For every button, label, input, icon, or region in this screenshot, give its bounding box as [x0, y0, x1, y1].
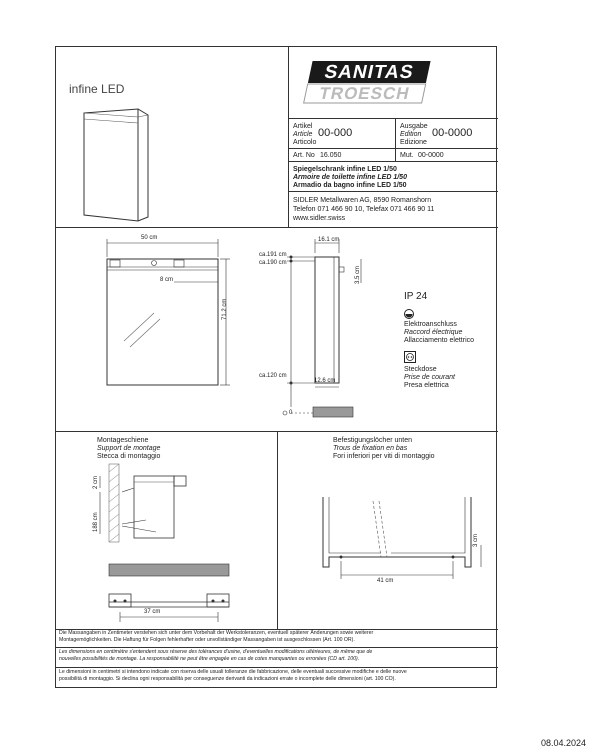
socket-icon — [404, 351, 416, 363]
art-no-label: Art. No — [293, 152, 315, 159]
mounting-title-de: Montageschiene — [97, 437, 149, 444]
mounting-title-fr: Support de montage — [97, 445, 161, 452]
mut-value: 00-0000 — [418, 152, 444, 159]
side-view-drawing — [281, 237, 411, 427]
artikel-label-de: Artikel — [293, 123, 313, 130]
product-name-it: Armadio da bagno infine LED 1/50 — [293, 182, 407, 189]
ausgabe-value: 00-0000 — [432, 127, 473, 139]
dim-inner: 8 cm — [160, 277, 174, 283]
meta-vertical-divider — [395, 118, 396, 161]
dim-h120: ca.120 cm — [259, 373, 287, 379]
cabinet-perspective-drawing — [76, 103, 156, 223]
svg-text:SANITAS: SANITAS — [322, 62, 416, 83]
disclaimer-fr-2: nouvelles possibilités de montage. La responsabilité ne peut être engagée en cas de cotes manquantes ou erronées (CD art. 100). — [59, 656, 360, 662]
elektro-de: Elektroanschluss — [404, 321, 457, 328]
holes-title-fr: Trous de fixation en bas — [333, 445, 408, 452]
dim-zero: 0 — [289, 410, 293, 416]
footer-date: 08.04.2024 — [541, 738, 587, 748]
ausgabe-label-fr: Edition — [400, 131, 422, 138]
elektro-it: Allacciamento elettrico — [404, 337, 475, 344]
fixing-holes-drawing — [311, 487, 491, 607]
company-website: www.sidler.swiss — [293, 215, 346, 222]
ausgabe-label-it: Edizione — [400, 139, 427, 146]
dim-h190: ca.190 cm — [259, 260, 287, 266]
disclaimer-it-1: Le dimensioni in centimetri si intendono indicate con riserva delle usuali tolleranze die fabbricazione, delle eventuali successive modifiche e delle nuove — [59, 669, 407, 675]
dim-d35: 3.5 cm — [355, 265, 361, 284]
logo-box-bottom — [288, 118, 498, 119]
datasheet-frame — [55, 46, 497, 688]
product-name-fr: Armoire de toilette infine LED 1/50 — [293, 174, 407, 181]
dim-d2: 2 cm — [93, 475, 99, 489]
company-address: SIDLER Metallwaren AG, 8590 Romanshorn — [293, 197, 432, 204]
mounting-rail-drawing — [86, 462, 256, 627]
ip-rating: IP 24 — [404, 291, 428, 302]
dim-d37: 37 cm — [144, 609, 161, 615]
holes-title-it: Fori inferiori per viti di montaggio — [333, 453, 435, 460]
product-name-de: Spiegelschrank infine LED 1/50 — [293, 166, 397, 173]
disclaimer-de-2: Montagemöglichkeiten. Die Haftung für Folgen fehlerhafter oder unvollständiger Massangaben ist ausgeschlossen (Art. 100 OR). — [59, 637, 355, 643]
artno-box-bottom — [288, 161, 498, 162]
dim-d188: 188 cm — [93, 512, 99, 532]
steck-de: Steckdose — [404, 366, 437, 373]
header-vertical-divider — [288, 47, 289, 227]
divider-top — [56, 227, 498, 228]
mut-label: Mut. — [400, 152, 414, 159]
steck-fr: Prise de courant — [404, 374, 455, 381]
dim-d3: 3 cm — [473, 533, 479, 547]
divider-disclaimer-2 — [56, 667, 498, 668]
mounting-title-it: Stecca di montaggio — [97, 453, 161, 460]
company-phone: Telefon 071 466 90 10, Telefax 071 466 90 11 — [293, 206, 435, 213]
artikel-label-fr: Article — [293, 131, 313, 138]
disclaimer-de-1: Die Massangaben in Zentimeter verstehen sich unter dem Vorbehalt der Werkstoleranzen, eventuell späterer Änderungen sowie weiterer — [59, 630, 374, 636]
product-title: infine LED — [69, 82, 125, 96]
artikel-label-it: Articolo — [293, 139, 317, 146]
artikel-value: 00-000 — [318, 127, 353, 139]
disclaimer-fr-1: Les dimensions en centimètre s'entendent sous réserve des tolérances d'usine, d'eventuelles modifications ultérieures, de même que de — [59, 649, 373, 655]
divider-disclaimer-1 — [56, 647, 498, 648]
dim-width: 50 cm — [141, 235, 158, 241]
dim-h191: ca.191 cm — [259, 252, 287, 258]
svg-text:TROESCH: TROESCH — [317, 83, 412, 103]
disclaimer-it-2: possibilità di montaggio. Si declina ogni responsabilità per conseguenze derivanti da indicazioni errate o incomplete delle dimensioni (art. 100 CO). — [59, 676, 396, 682]
steck-it: Presa elettrica — [404, 382, 449, 389]
holes-title-de: Befestigungslöcher unten — [333, 437, 412, 444]
elektro-fr: Raccord électrique — [404, 329, 463, 336]
front-view-drawing — [96, 237, 236, 397]
dim-depth: 16.1 cm — [318, 237, 340, 243]
art-no-value: 16.050 — [320, 152, 342, 159]
dim-d126: 12.6 cm — [314, 378, 336, 384]
dim-d41: 41 cm — [377, 578, 394, 584]
ausgabe-label-de: Ausgabe — [400, 123, 428, 130]
meta-box-bottom — [288, 148, 498, 149]
sanitas-troesch-logo — [303, 59, 433, 107]
dim-height: 71.2 cm — [222, 298, 228, 320]
electric-connection-icon — [404, 309, 414, 319]
drawings-vertical-divider — [277, 431, 278, 629]
names-box-bottom — [288, 191, 498, 192]
